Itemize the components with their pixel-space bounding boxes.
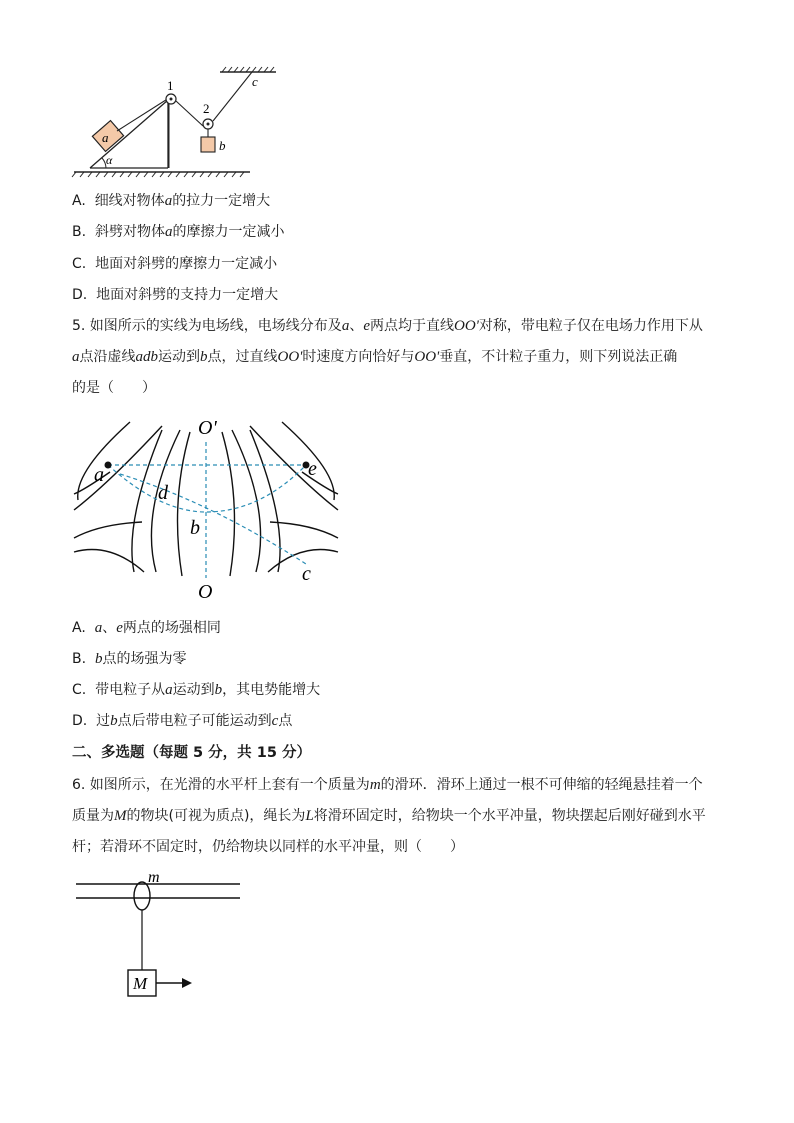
rope-c-label: c: [252, 74, 258, 89]
block-a-label: a: [102, 130, 109, 145]
label-point-e: e: [308, 458, 317, 480]
q4-option-b[interactable]: B. 斜劈对物体a的摩擦力一定减小: [72, 224, 285, 240]
label-point-c: c: [302, 563, 311, 585]
section-2-title: 二、多选题（每题 5 分，共 15 分）: [72, 745, 311, 761]
q5-option-c[interactable]: C. 带电粒子从a运动到b，其电势能增大: [72, 682, 321, 698]
electric-field-figure: [70, 412, 342, 602]
q5-option-b[interactable]: B. b点的场强为零: [72, 651, 187, 667]
q4-option-a[interactable]: A. 细线对物体a的拉力一定增大: [72, 193, 271, 209]
q6-stem-line-2: 质量为M的物块(可视为质点)，绳长为L将滑环固定时，给物块一个水平冲量，物块摆起后刚好碰到水平: [72, 808, 706, 824]
label-o: O: [198, 581, 213, 602]
q6-stem-line-1: 6. 如图所示，在光滑的水平杆上套有一个质量为m的滑环．滑环上通过一根不可伸缩的轻绳悬挂着一个: [72, 777, 703, 793]
angle-alpha-label: α: [106, 153, 113, 167]
q4-option-c[interactable]: C. 地面对斜劈的摩擦力一定减小: [72, 256, 278, 272]
label-ring-m: m: [148, 869, 160, 886]
q5-stem-line-2: a点沿虚线adb运动到b点，过直线OO'时速度方向恰好与OO'垂直，不计粒子重力，则下列说法正确: [72, 349, 678, 365]
label-point-a: a: [94, 464, 104, 486]
label-block-m: M: [133, 974, 148, 993]
q5-stem-line-3: 的是（ ）: [72, 380, 156, 396]
block-b-label: b: [219, 138, 226, 153]
label-point-b: b: [190, 517, 200, 539]
label-o-prime: O': [198, 417, 217, 439]
q6-stem-line-3: 杆；若滑环不固定时，仍给物块以同样的水平冲量，则（ ）: [72, 839, 464, 855]
incline-pulley-figure: [70, 64, 310, 182]
pulley-1-label: 1: [167, 78, 174, 93]
q5-option-a[interactable]: A. a、e两点的场强相同: [72, 620, 221, 636]
label-point-d: d: [158, 482, 168, 504]
q5-stem-line-1: 5. 如图所示的实线为电场线，电场线分布及a、e两点均于直线OO'对称，带电粒子仅在电场力作用下从: [72, 318, 703, 334]
ring-rod-figure: [72, 868, 252, 1000]
pulley-2-label: 2: [203, 101, 210, 116]
q4-option-d[interactable]: D. 地面对斜劈的支持力一定增大: [72, 287, 279, 303]
q5-option-d[interactable]: D. 过b点后带电粒子可能运动到c点: [72, 713, 293, 729]
